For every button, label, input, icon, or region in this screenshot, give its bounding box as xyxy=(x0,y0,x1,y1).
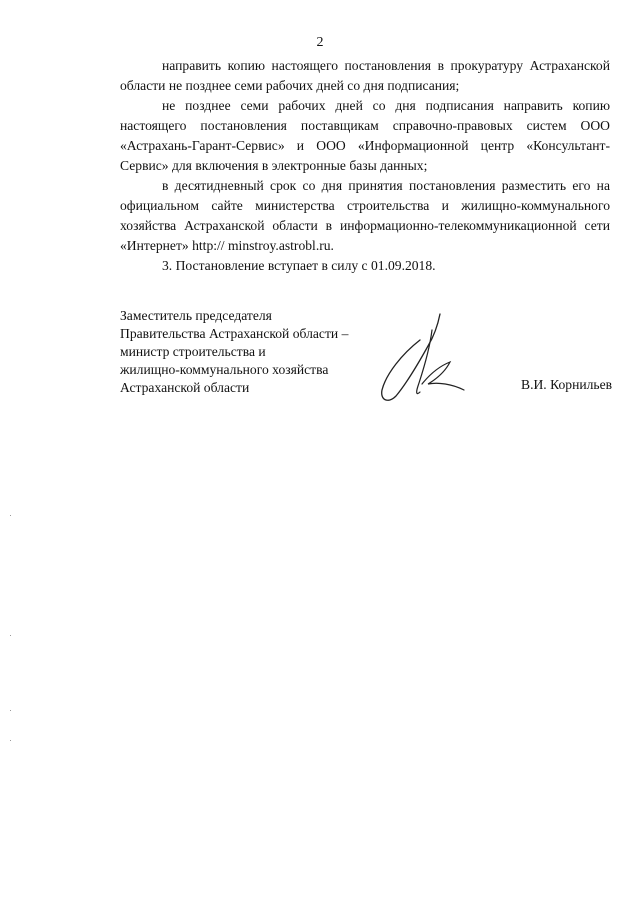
signatory-title xyxy=(120,307,348,397)
scan-speck xyxy=(10,710,11,711)
body-text xyxy=(120,56,610,276)
handwritten-signature xyxy=(372,312,472,412)
paragraph-legal-systems-copy: не позднее семи рабочих дней со дня подписания направить копию настоящего постановления поставщикам справочно-правовых систем ООО «Астрахань-Гарант-Сервис» и ООО «Информационной центр «Консультант-Сервис» для включения в электронные базы данных; xyxy=(120,98,610,173)
scan-speck xyxy=(10,515,11,516)
paragraph-prosecutor-copy: направить копию настоящего постановления в прокуратуру Астраханской области не позднее семи рабочих дней со дня подписания; xyxy=(120,58,610,93)
paragraph-effective-date: 3. Постановление вступает в силу с 01.09.2018. xyxy=(162,258,436,273)
paragraph-website-publication: в десятидневный срок со дня принятия постановления разместить его на официальном сайте министерства строительства и жилищно-коммунального хозяйства Астраханской области в информационно-телекоммуникационной сети «Интернет» http:// minstroy.astrobl.ru. xyxy=(120,178,610,253)
page-number: 2 xyxy=(316,35,324,50)
signer-name: В.И. Корнильев xyxy=(521,377,613,392)
signatory-title-line: жилищно-коммунального хозяйства xyxy=(120,362,329,377)
signatory-title-line: министр строительства и xyxy=(120,344,266,359)
signatory-title-line: Астраханской области xyxy=(120,380,250,395)
scan-speck xyxy=(10,740,11,741)
signatory-title-line: Правительства Астраханской области – xyxy=(120,326,349,341)
signatory-title-line: Заместитель председателя xyxy=(120,308,272,323)
scan-speck xyxy=(10,635,11,636)
